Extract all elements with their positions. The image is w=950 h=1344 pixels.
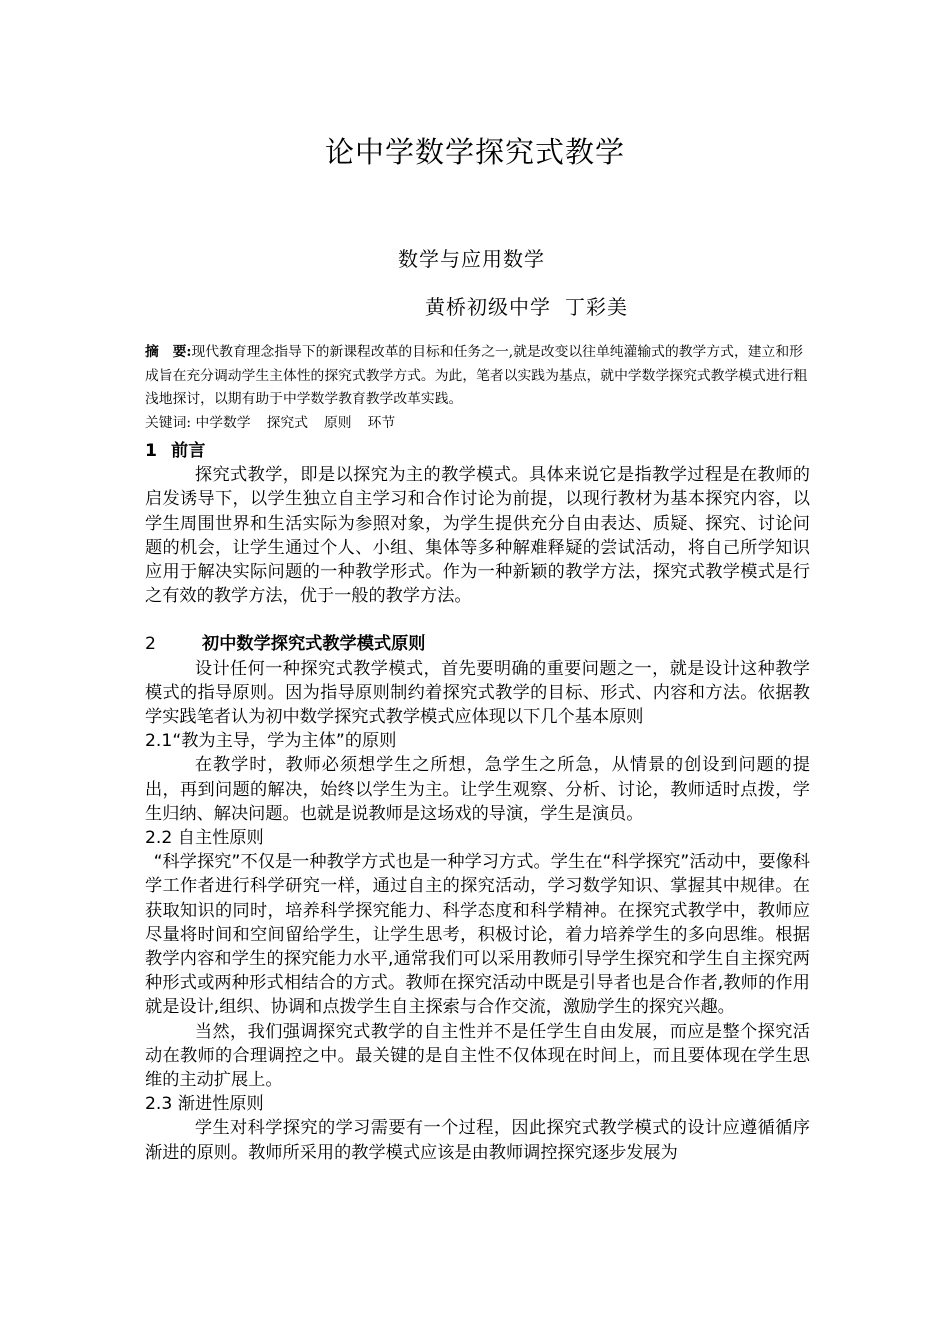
paragraph: 设计任何一种探究式教学模式，首先要明确的重要问题之一，就是设计这种教学模式的指导原则。因为指导原则制约着探究式教学的目标、形式、内容和方法。依据教学实践笔者认为初中数学探究式教学模式应体现以下几个基本原则	[145, 658, 810, 728]
paragraph: 探究式教学，即是以探究为主的教学模式。具体来说它是指教学过程是在教师的启发诱导下，以学生独立自主学习和合作讨论为前提，以现行教材为基本探究内容，以学生周围世界和生活实际为参照对象，为学生提供充分自由表达、质疑、探究、讨论问题的机会，让学生通过个人、小组、集体等多种解难释疑的尝试活动，将自己所学知识应用于解决实际问题的一种教学形式。作为一种新颖的教学方法，探究式教学模式是行之有效的教学方法，优于一般的教学方法。	[145, 465, 810, 607]
document-title: 论中学数学探究式教学	[324, 135, 625, 169]
subject-line: 数学与应用数学	[398, 247, 545, 271]
spacer	[145, 608, 810, 632]
keywords-label: 关键词:	[145, 414, 192, 431]
subsection-heading-2-1: 2.1“教为主导，学为主体”的原则	[145, 731, 397, 752]
section-heading-2	[145, 632, 810, 656]
paragraph: 在教学时，教师必须想学生之所想，急学生之所急，从情景的创设到问题的提出，再到问题的解决，始终以学生为主。让学生观察、分析、讨论，教师适时点拨，学生归纳、解决问题。也就是说教师是这场戏的导演，学生是演员。	[145, 755, 810, 824]
paragraph: 学生对科学探究的学习需要有一个过程，因此探究式教学模式的设计应遵循循序渐进的原则。教师所采用的教学模式应该是由教师调控探究逐步发展为	[145, 1118, 810, 1163]
keyword: 探究式	[266, 414, 309, 431]
paragraph: 当然，我们强调探究式教学的自主性并不是任学生自由发展，而应是整个探究活动在教师的合理调控之中。最关键的是自主性不仅体现在时间上，而且要体现在学生思维的主动扩展上。	[145, 1021, 810, 1091]
author-line	[425, 291, 628, 320]
author-name: 丁彩美	[565, 295, 628, 319]
section-heading-1	[145, 439, 810, 463]
section-title: 初中数学探究式教学模式原则	[202, 634, 426, 655]
document-body	[145, 439, 810, 1165]
section-title: 前言	[171, 441, 206, 461]
keyword: 环节	[367, 414, 396, 431]
abstract-block	[145, 341, 815, 435]
keyword: 中学数学	[195, 414, 251, 431]
section-number: 1	[145, 441, 157, 461]
author-school: 黄桥初级中学	[425, 295, 551, 319]
abstract-text: 现代教育理念指导下的新课程改革的目标和任务之一,就是改变以往单纯灌输式的教学方式，建立和形成旨在充分调动学生主体性的探究式教学方式。为此，笔者以实践为基点，就中学数学探究式教学模式进行粗浅地探讨，以期有助于中学数学教育教学改革实践。	[145, 344, 808, 407]
section-number: 2	[145, 634, 156, 655]
keyword: 原则	[324, 414, 352, 431]
subsection-heading-2-3: 2.3 渐进性原则	[145, 1094, 264, 1115]
subsection-heading-2-2: 2.2 自主性原则	[145, 828, 264, 849]
abstract-label: 摘 要:	[145, 344, 192, 360]
keywords-line	[145, 412, 815, 436]
abstract-paragraph	[145, 341, 815, 412]
paragraph: “科学探究”不仅是一种教学方式也是一种学习方式。学生在“科学探究”活动中，要像科学工作者进行科学研究一样，通过自主的探究活动，学习数学知识、掌握其中规律。在获取知识的同时，培养科学探究能力、科学态度和科学精神。在探究式教学中，教师应尽量将时间和空间留给学生，让学生思考，积极讨论，着力培养学生的多向思维。根据教学内容和学生的探究能力水平,通常我们可以采用教师引导学生探究和学生自主探究两种形式或两种形式相结合的方式。教师在探究活动中既是引导者也是合作者,教师的作用就是设计,组织、协调和点拨学生自主探索与合作交流，激励学生的探究兴趣。	[145, 852, 810, 1018]
